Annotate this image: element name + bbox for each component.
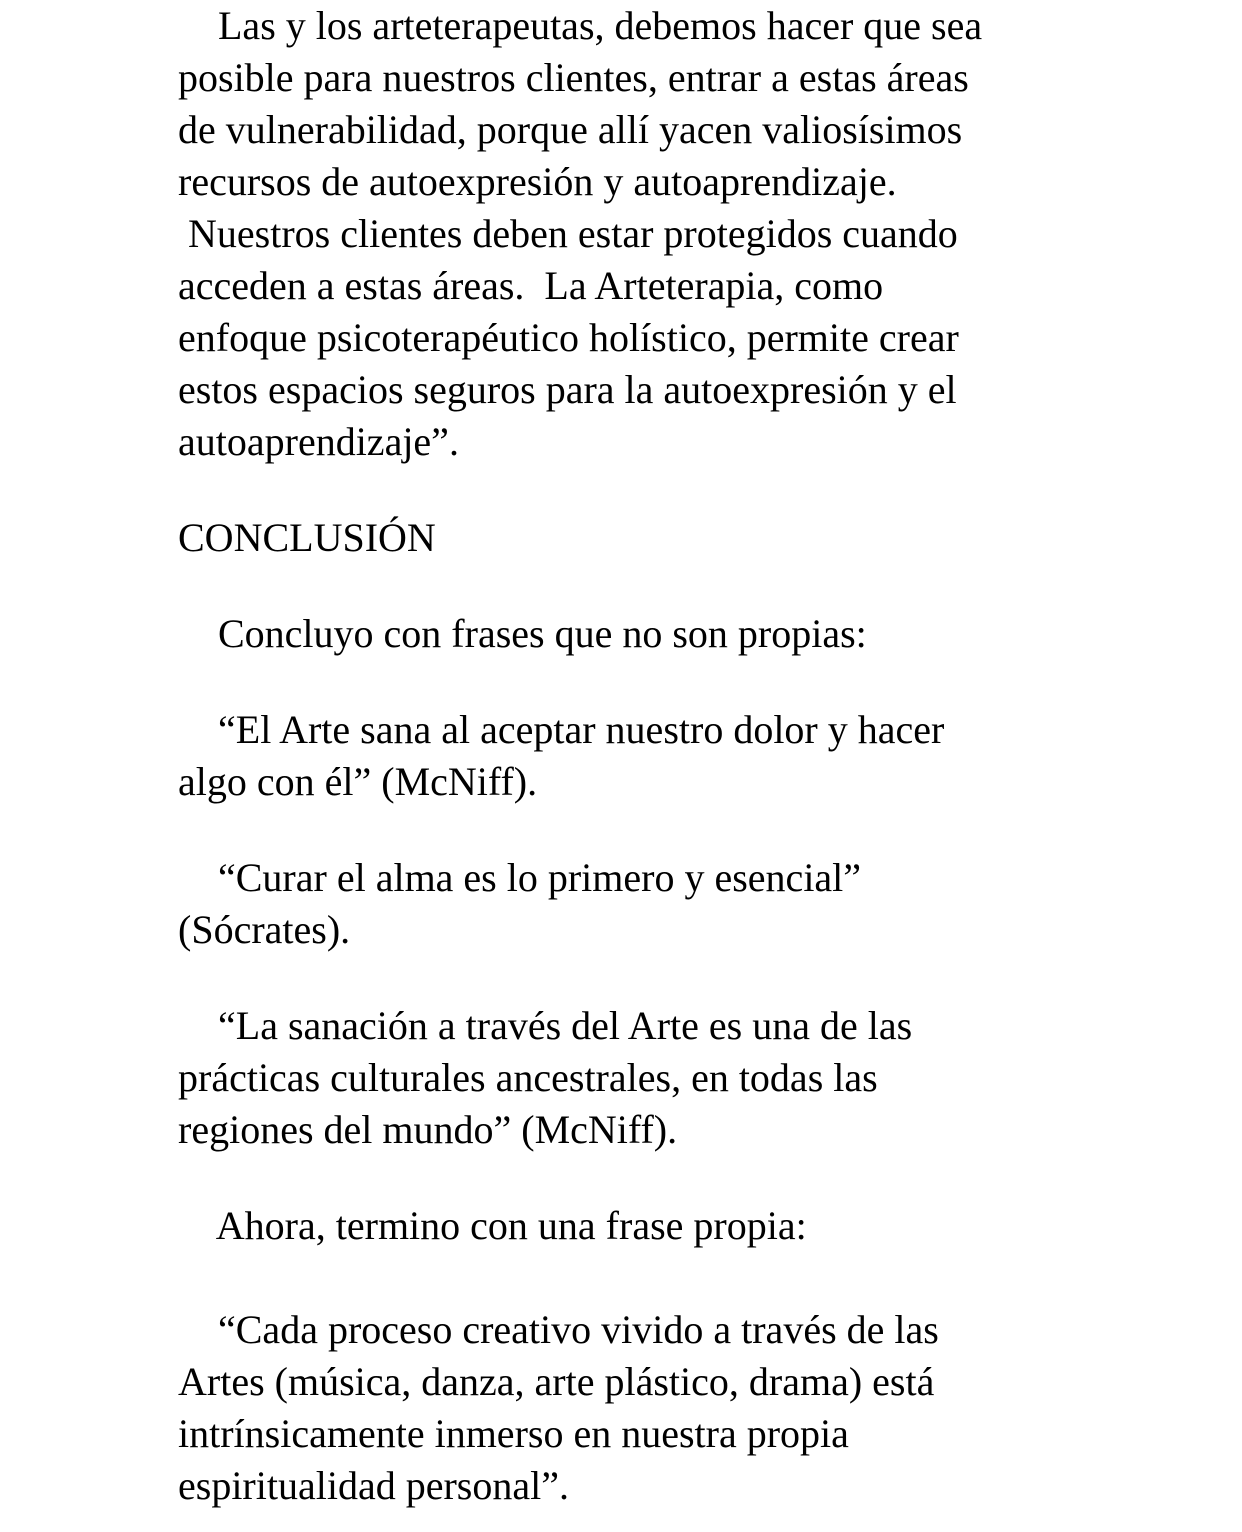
text-line: algo con él” (McNiff). <box>178 759 538 804</box>
text-line: autoaprendizaje”. <box>178 419 459 464</box>
text-line: “Curar el alma es lo primero y esencial” <box>178 855 862 900</box>
text-line: “Cada proceso creativo vivido a través de las <box>178 1307 939 1352</box>
text-line: recursos de autoexpresión y autoaprendizaje. <box>178 159 897 204</box>
text-line: estos espacios seguros para la autoexpresión y el <box>178 367 957 412</box>
text-line: regiones del mundo” (McNiff). <box>178 1107 678 1152</box>
text-line: de vulnerabilidad, porque allí yacen valiosísimos <box>178 107 963 152</box>
text-line: “El Arte sana al aceptar nuestro dolor y hacer <box>178 707 945 752</box>
section-heading: CONCLUSIÓN <box>178 515 436 560</box>
text-line: Ahora, termino con una frase propia: <box>178 1203 807 1248</box>
text-line: enfoque psicoterapéutico holístico, permite crear <box>178 315 959 360</box>
text-line: Artes (música, danza, arte plástico, drama) está <box>178 1359 935 1404</box>
text-line: “La sanación a través del Arte es una de las <box>178 1003 913 1048</box>
text-line: Concluyo con frases que no son propias: <box>178 611 867 656</box>
text-line: acceden a estas áreas. La Arteterapia, como <box>178 263 884 308</box>
text-line: (Sócrates). <box>178 907 351 952</box>
text-line: Nuestros clientes deben estar protegidos cuando <box>178 211 958 256</box>
text-line: posible para nuestros clientes, entrar a estas áreas <box>178 55 969 100</box>
text-line: Las y los arteterapeutas, debemos hacer que sea <box>178 3 983 48</box>
text-line: espiritualidad personal”. <box>178 1463 569 1508</box>
text-line: intrínsicamente inmerso en nuestra propia <box>178 1411 849 1456</box>
text-line: prácticas culturales ancestrales, en todas las <box>178 1055 878 1100</box>
